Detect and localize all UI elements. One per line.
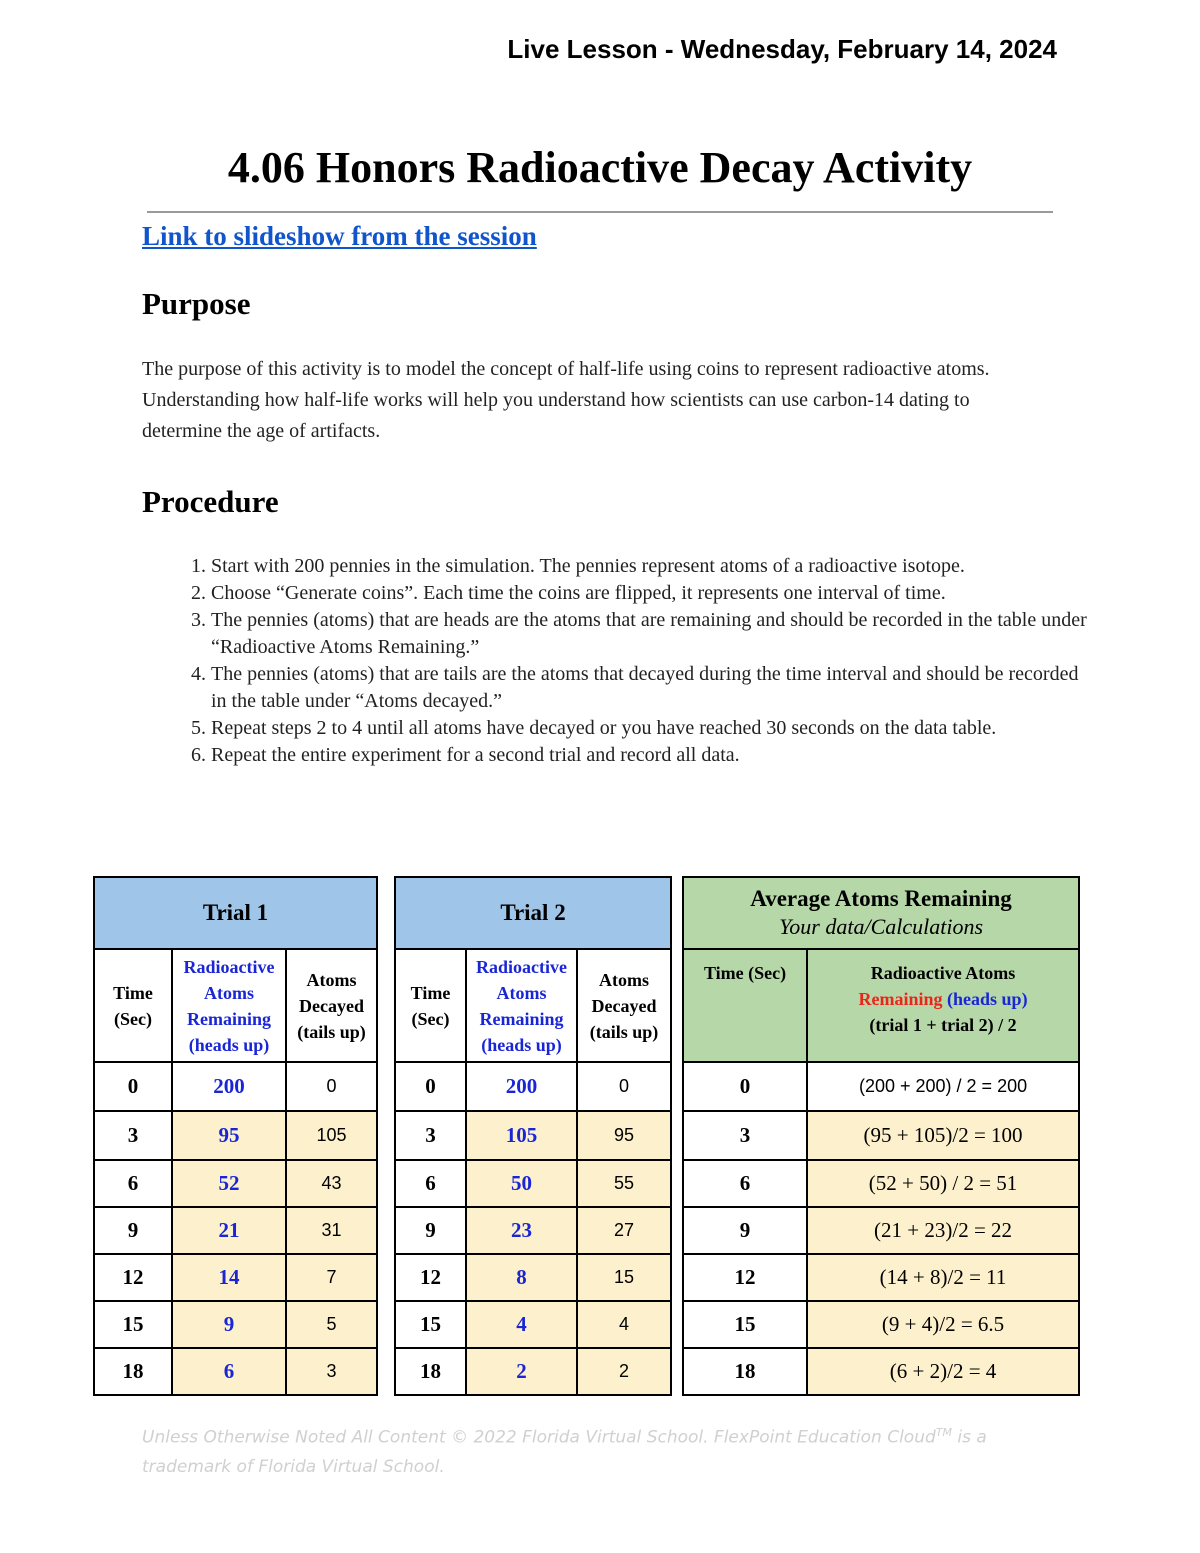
table-row: 6 52 43 6 50 55 6 (52 + 50) / 2 = 51 xyxy=(94,1160,1079,1207)
procedure-list xyxy=(172,553,1091,769)
t1-remaining-header: Radioactive Atoms Remaining (heads up) xyxy=(172,949,286,1062)
t1-decayed-header: Atoms Decayed (tails up) xyxy=(286,949,377,1062)
decay-data-table xyxy=(93,876,1080,1396)
procedure-step: 6. Repeat the entire experiment for a second trial and record all data. xyxy=(211,742,1091,769)
trial2-header: Trial 2 xyxy=(395,877,671,949)
average-header xyxy=(683,877,1079,949)
procedure-step: 4. The pennies (atoms) that are tails are the atoms that decayed during the time interval and should be recorded in the table under “Atoms decayed.” xyxy=(211,661,1091,715)
table-row: 15 9 5 15 4 4 15 (9 + 4)/2 = 6.5 xyxy=(94,1301,1079,1348)
lesson-date-header: Live Lesson - Wednesday, February 14, 2024 xyxy=(507,34,1057,64)
title-divider xyxy=(147,211,1053,213)
average-title: Average Atoms Remaining xyxy=(750,886,1012,911)
slideshow-link[interactable]: Link to slideshow from the session xyxy=(142,221,537,251)
procedure-step: 1. Start with 200 pennies in the simulation. The pennies represent atoms of a radioactive isotope. xyxy=(211,553,1091,580)
purpose-heading: Purpose xyxy=(142,286,251,321)
purpose-text: The purpose of this activity is to model the concept of half-life using coins to represent radioactive atoms. Understanding how half-life works will help you understand how scientists can use carbon-14 dating to determine the age of artifacts. xyxy=(142,358,990,442)
table-row: 9 21 31 9 23 27 9 (21 + 23)/2 = 22 xyxy=(94,1207,1079,1254)
column-header-row xyxy=(94,949,1079,1062)
table-row: 12 14 7 12 8 15 12 (14 + 8)/2 = 11 xyxy=(94,1254,1079,1301)
copyright-footer: Unless Otherwise Noted All Content © 2022 Florida Virtual School. FlexPoint Education Cloud™ is a trademark of Florida Virtual School. xyxy=(142,1426,987,1477)
table-row: 0 200 0 0 200 0 0 (200 + 200) / 2 = 200 xyxy=(94,1062,1079,1111)
t2-time-header: Time (Sec) xyxy=(395,949,466,1062)
t2-remaining-header: Radioactive Atoms Remaining (heads up) xyxy=(466,949,577,1062)
procedure-step: 3. The pennies (atoms) that are heads are the atoms that are remaining and should be recorded in the table under “Radioactive Atoms Remaining.” xyxy=(211,607,1091,661)
procedure-step: 2. Choose “Generate coins”. Each time the coins are flipped, it represents one interval of time. xyxy=(211,580,1091,607)
t2-decayed-header: Atoms Decayed (tails up) xyxy=(577,949,671,1062)
average-subtitle: Your data/Calculations xyxy=(779,914,984,939)
procedure-step: 5. Repeat steps 2 to 4 until all atoms have decayed or you have reached 30 seconds on the data table. xyxy=(211,715,1091,742)
page-title: 4.06 Honors Radioactive Decay Activity xyxy=(227,143,973,192)
procedure-heading: Procedure xyxy=(142,484,279,519)
avg-time-header: Time (Sec) xyxy=(683,949,807,1062)
table-row: 18 6 3 18 2 2 18 (6 + 2)/2 = 4 xyxy=(94,1348,1079,1395)
trial1-header: Trial 1 xyxy=(94,877,377,949)
t1-time-header: Time (Sec) xyxy=(94,949,172,1062)
table-row: 3 95 105 3 105 95 3 (95 + 105)/2 = 100 xyxy=(94,1111,1079,1160)
avg-remaining-header: Radioactive Atoms Remaining (heads up) (trial 1 + trial 2) / 2 xyxy=(807,949,1079,1062)
